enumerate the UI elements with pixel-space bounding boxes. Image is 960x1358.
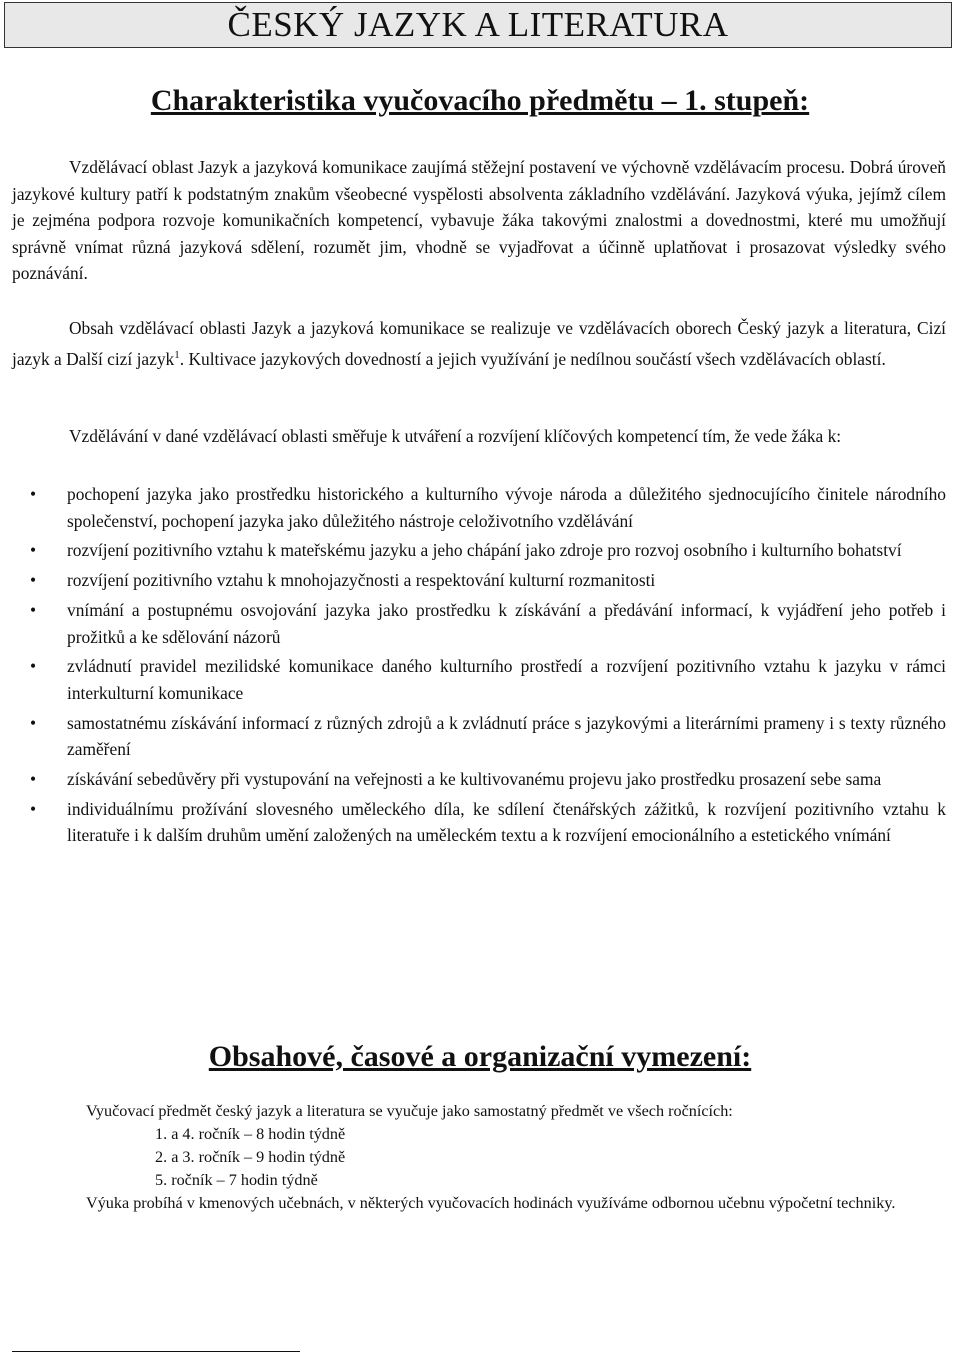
footnote-reference[interactable]: 1 [174,348,180,361]
list-item [0,653,946,706]
section-heading-organization: Obsahové, časové a organizační vymezení: [208,1040,752,1073]
bullet-icon: • [30,599,37,620]
paragraph-content-text-end: . Kultivace jazykových dovedností a jejich využívání je nedílnou součástí všech vzdělávacích oblastí. [179,348,886,369]
organization-intro: Vyučovací předmět český jazyk a literatura se vyučuje jako samostatný předmět ve všech ročnících: [86,1102,733,1120]
list-item-text: zvládnutí pravidel mezilidské komunikace daného kulturního prostředí a rozvíjení pozitivního vztahu k jazyku v rámci interkulturní komunikace [67,656,946,703]
list-item [0,481,946,534]
paragraph-content [12,315,946,372]
paragraph-intro-text: Vzdělávací oblast Jazyk a jazyková komunikace zaujímá stěžejní postavení ve výchovně vzdělávacím procesu. Dobrá úroveň jazykové kultury patří k podstatným znakům všeobecné vyspělosti absolventa základního vzdělávání. Jazyková výuka, jejímž cílem je zejména podpora rozvoje komunikačních kompetencí, vybavuje žáka takovými znalostmi a dovednostmi, které mu umožňují správně vnímat různá jazyková sdělení, rozumět jim, vhodně se vyjadřovat a účinně uplatňovat i prosazovat výsledky svého poznávání. [12,157,946,284]
grade-hours-item: 1. a 4. ročník – 8 hodin týdně [155,1125,346,1143]
list-item-text: pochopení jazyka jako prostředku historického a kulturního vývoje národa a důležitého sjednocujícího činitele národního společenství, pochopení jazyka jako důležitého nástroje celoživotního vzdělávání [67,484,946,531]
footnote-separator [12,1351,300,1352]
competence-list [0,481,946,852]
list-item-text: získávání sebedůvěry při vystupování na veřejnosti a ke kultivovanému projevu jako prostředku prosazení sebe sama [67,769,882,790]
list-item-text: rozvíjení pozitivního vztahu k mnohojazyčnosti a respektování kulturní rozmanitosti [67,570,656,591]
list-item [0,567,946,594]
list-item-text: samostatnému získávání informací z různých zdrojů a k zvládnutí práce s jazykovými a literárními prameny i s texty různého zaměření [67,712,946,760]
list-item-text: vnímání a postupnému osvojování jazyka jako prostředku k získávání a předávání informací, k vyjádření jeho potřeb i prožitků a ke sdělování názorů [67,599,946,647]
bullet-icon: • [30,484,37,504]
list-item [0,766,946,793]
grade-hours-item: 5. ročník – 7 hodin týdně [155,1171,318,1189]
paragraph-competences [12,423,946,450]
list-item-text: rozvíjení pozitivního vztahu k mateřskému jazyku a jeho chápání jako zdroje pro rozvoj osobního i kulturního bohatství [67,540,902,561]
bullet-icon: • [30,712,37,733]
paragraph-content-text: Obsah vzdělávací oblasti Jazyk a jazyková komunikace se realizuje ve vzdělávacích oborech Český jazyk a literatura, Cizí jazyk a Další cizí jazyk [12,318,946,369]
list-item [0,537,946,564]
list-item [0,710,946,763]
paragraph-competences-text: Vzdělávání v dané vzdělávací oblasti směřuje k utváření a rozvíjení klíčových kompetencí tím, že vede žáka k: [69,426,842,446]
list-item [0,796,946,849]
paragraph-intro [12,154,946,287]
section-heading-characteristics: Charakteristika vyučovacího předmětu – 1. stupeň: [150,84,810,117]
grade-hours-item: 2. a 3. ročník – 9 hodin týdně [155,1148,346,1166]
document-title-box [4,2,952,48]
list-item-text: individuálnímu prožívání slovesného uměleckého díla, ke sdílení čtenářských zážitků, k rozvíjení pozitivního vztahu k literatuře i k dalším druhům umění založených na uměleckém textu a k rozvíjení emocionálního a estetického vnímání [67,798,946,846]
bullet-icon: • [30,798,37,819]
bullet-icon: • [30,656,37,677]
document-title: ČESKÝ JAZYK A LITERATURA [227,5,729,44]
bullet-icon: • [30,540,37,561]
bullet-icon: • [30,570,37,591]
list-item [0,597,946,650]
bullet-icon: • [30,769,37,790]
teaching-location-text: Výuka probíhá v kmenových učebnách, v některých vyučovacích hodinách využíváme odbornou učebnu výpočetní techniky. [86,1194,896,1212]
